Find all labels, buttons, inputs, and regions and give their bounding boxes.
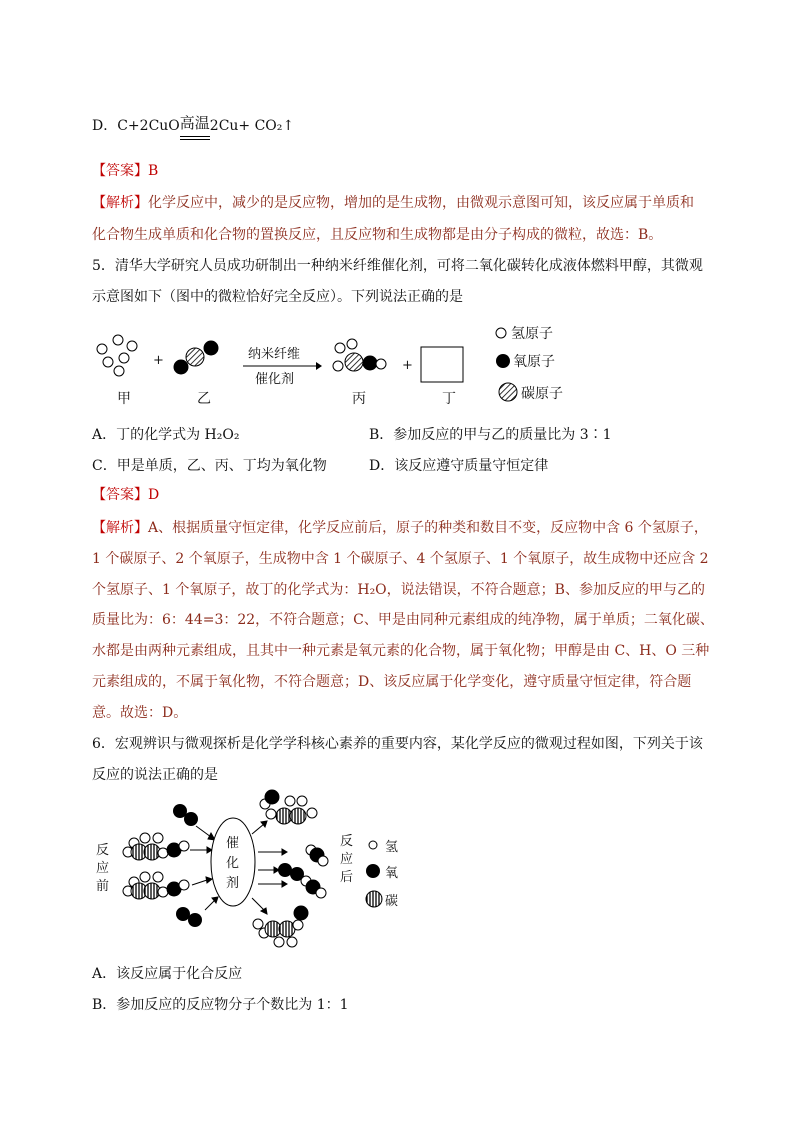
q6-legend-carbon-icon — [366, 891, 382, 907]
q5-option-d: D．该反应遵守质量守恒定律 — [369, 458, 549, 474]
q6-before-molecule-1 — [123, 833, 189, 860]
q5-option-a: A．丁的化学式为 H₂O₂ — [92, 427, 240, 443]
q6-stem-line-1: 6．宏观辨识与微观探析是化学学科核心素养的重要内容，某化学反应的微观过程如图，下列关于该 — [92, 736, 703, 752]
q6-after-molecule-bottom — [253, 906, 308, 947]
q4-condition: 高温 — [179, 114, 210, 132]
q6-option-b: B．参加反应的反应物分子个数比为 1：1 — [92, 997, 349, 1013]
q5-analysis-line-5: 水都是由两种元素组成，且其中一种元素是氧元素的化合物，属于氧化物；甲醇是由 C、H、O 三种 — [92, 643, 710, 659]
q5-label-yi: 乙 — [197, 391, 211, 407]
q5-option-c: C．甲是单质，乙、丙、丁均为氧化物 — [92, 458, 327, 474]
q5-legend-oxygen: 氧原子 — [513, 354, 555, 370]
q4-answer-value: B — [148, 163, 159, 179]
q4-analysis-tag: 【解析】 — [92, 195, 148, 211]
q5-analysis-line-4: 质量比为：6：44=3：22，不符合题意；C、甲是由同种元素组成的纯净物，属于单质；二氧化碳、 — [92, 612, 714, 628]
q5-stem-line-1: 5．清华大学研究人员成功研制出一种纳米纤维催化剂，可将二氧化碳转化成液体燃料甲醇，其微观 — [92, 258, 703, 274]
q4-analysis-line-1: 【解析】化学反应中，减少的是反应物，增加的是生成物，由微观示意图可知，该反应属于单质和 — [92, 195, 694, 211]
q5-legend-hydrogen: 氢原子 — [511, 326, 553, 342]
q6-legend-oxygen: 氧 — [385, 866, 399, 881]
q5-analysis-line-2: 1 个碳原子、2 个氧原子，生成物中含 1 个碳原子、4 个氢原子、1 个氧原子，故生成物中还应含 2 — [92, 551, 709, 567]
q6-legend-carbon: 碳 — [385, 894, 399, 909]
q6-option-a: A．该反应属于化合反应 — [92, 966, 243, 982]
q6-o2-bottom — [176, 907, 202, 927]
q6-legend-hydrogen: 氢 — [385, 840, 399, 855]
q5-analysis-line-3: 个氢原子、1 个氧原子，故丁的化学式为：H₂O，说法错误，不符合题意；B、参加反应的甲与乙的 — [92, 582, 705, 598]
q5-label-ding: 丁 — [442, 391, 456, 407]
q5-analysis-line-6: 元素组成的，不属于氧化物，不符合题意；D、该反应属于化学变化，遵守质量守恒定律，符合题 — [92, 674, 692, 690]
q6-catalyst-label: 催 化 剂 — [226, 836, 240, 891]
q5-analysis-line-1: 【解析】A、根据质量守恒定律，化学反应前后，原子的种类和数目不变，反应物中含 6 个氢原子， — [92, 520, 708, 536]
q5-answer-tag: 【答案】 — [92, 487, 148, 503]
q5-stem-line-2: 示意图如下（图中的微粒恰好完全反应）。下列说法正确的是 — [92, 289, 463, 305]
q6-before-label: 反 应 前 — [96, 843, 110, 894]
q4-analysis-line-2: 化合物生成单质和化合物的置换反应，且反应物和生成物都是由分子构成的微粒，故选：B。 — [92, 227, 663, 243]
q6-before-molecule-2 — [123, 872, 189, 899]
q6-after-label: 反 应 后 — [340, 834, 354, 885]
q5-analysis-line-7: 意。故选：D。 — [92, 705, 188, 721]
q4-option-d-suffix: 2Cu+ CO₂↑ — [209, 118, 295, 134]
q4-option-d-prefix: D．C+2CuO — [92, 118, 180, 134]
q6-after-o2-mid — [278, 863, 304, 881]
q5-label-bing: 丙 — [352, 391, 366, 407]
q6-legend-hydrogen-icon — [369, 841, 377, 849]
q6-o2-top — [173, 804, 198, 826]
q5-catalyst-top: 纳米纤维 — [248, 347, 301, 362]
q5-answer-value: D — [148, 487, 160, 503]
q5-legend-carbon: 碳原子 — [521, 386, 563, 402]
q5-catalyst-bottom: 催化剂 — [255, 372, 295, 387]
q4-answer-tag: 【答案】 — [92, 163, 148, 179]
q5-plus-2: + — [402, 358, 413, 373]
q5-label-jia: 甲 — [117, 391, 131, 407]
q6-stem-line-2: 反应的说法正确的是 — [92, 767, 218, 783]
q5-option-b: B．参加反应的甲与乙的质量比为 3∶1 — [369, 427, 612, 443]
q6-after-molecule-top — [260, 790, 317, 824]
q5-plus-1: + — [153, 353, 164, 368]
q6-legend-oxygen-icon — [366, 864, 380, 878]
q6-after-water-2 — [301, 876, 326, 898]
q6-after-water-1 — [306, 845, 328, 866]
q5-analysis-tag: 【解析】 — [92, 520, 148, 536]
